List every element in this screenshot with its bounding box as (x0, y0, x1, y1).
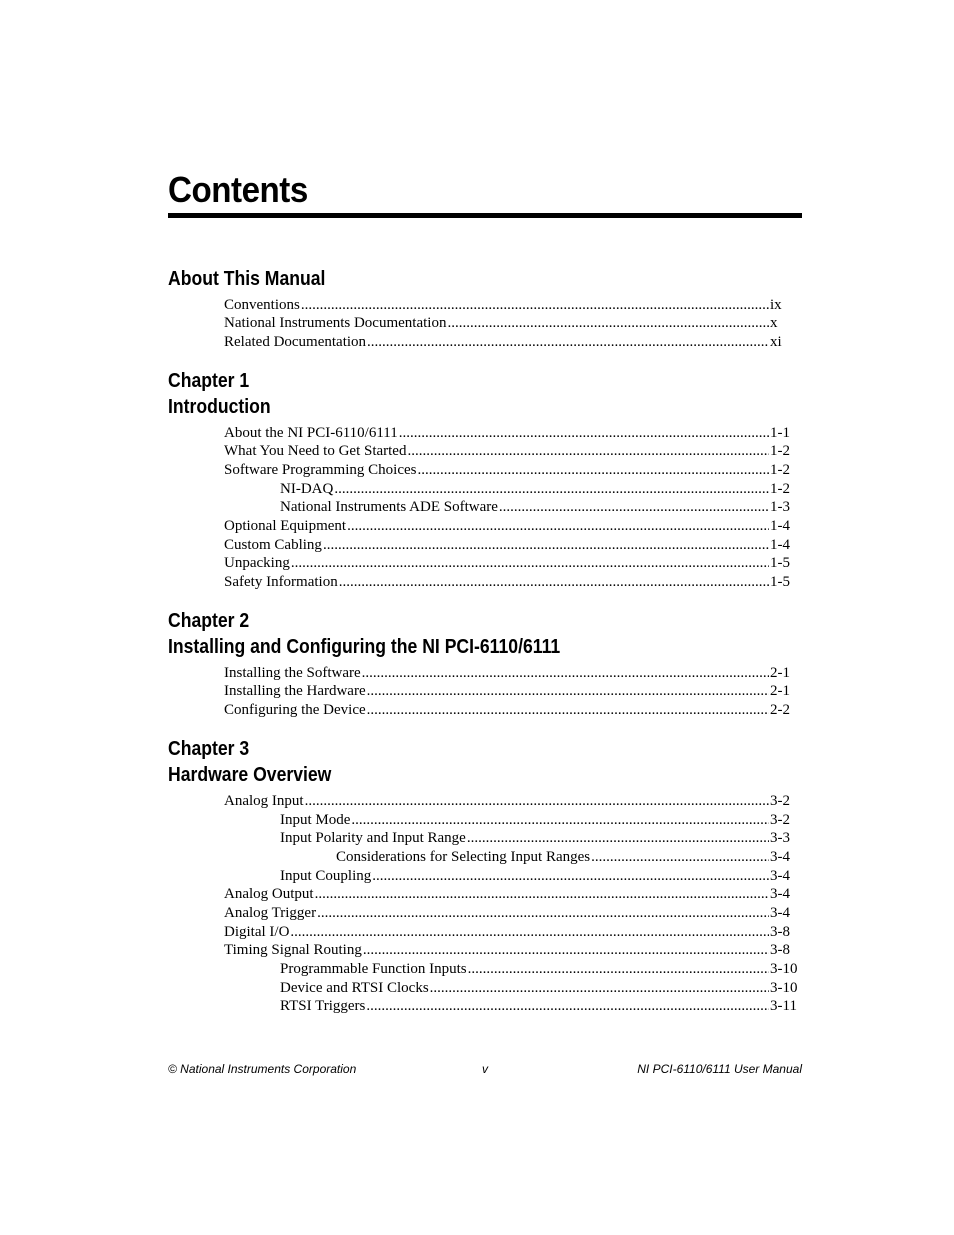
dot-leader (290, 923, 769, 942)
dot-leader (301, 296, 769, 315)
toc-entry[interactable] (168, 867, 798, 886)
section-heading[interactable]: Hardware Overview (168, 764, 332, 787)
toc-entry[interactable] (168, 554, 798, 573)
toc-entry-page: 3-10 (770, 979, 798, 996)
toc-entry-label: National Instruments ADE Software (280, 499, 498, 516)
toc-entry-label: Considerations for Selecting Input Ranges (336, 848, 591, 865)
toc-entry-label: Input Polarity and Input Range (280, 830, 466, 847)
dot-leader (362, 664, 769, 683)
toc-entry[interactable] (168, 498, 798, 517)
toc-entry[interactable] (168, 811, 798, 830)
toc-entry-page: 1-2 (770, 480, 790, 497)
toc-entry[interactable] (168, 461, 798, 480)
toc-entry-label: Device and RTSI Clocks (280, 979, 429, 996)
toc-entry[interactable] (168, 333, 798, 352)
dot-leader (447, 314, 769, 333)
toc-entry-label: Input Coupling (280, 867, 372, 884)
toc-entry[interactable] (168, 848, 798, 867)
toc-entry-page: 1-4 (770, 536, 790, 553)
toc-entry[interactable] (168, 923, 798, 942)
toc-section (168, 736, 802, 1016)
toc-entry-page: xi (770, 333, 782, 350)
toc-entry-label: Custom Cabling (224, 536, 322, 553)
toc-entry-label: National Instruments Documentation (224, 315, 447, 332)
toc-entry[interactable] (168, 664, 798, 683)
toc-entry-label: Analog Trigger (224, 904, 317, 921)
toc-section (168, 368, 802, 592)
toc-entry-label: About the NI PCI-6110/6111 (224, 424, 398, 441)
dot-leader (366, 997, 769, 1016)
dot-leader (339, 573, 769, 592)
toc-entry-page: 3-2 (770, 811, 790, 828)
toc-entry-label: Configuring the Device (224, 702, 366, 719)
toc-entry-label: Programmable Function Inputs (280, 961, 467, 977)
dot-leader (323, 536, 769, 555)
toc-entry[interactable] (168, 829, 798, 848)
toc-entry-page: 3-4 (770, 886, 790, 903)
chapter-number-heading[interactable]: Chapter 1 (168, 369, 250, 392)
dot-leader (317, 904, 769, 923)
toc-entry[interactable] (168, 682, 798, 701)
dot-leader (347, 517, 769, 536)
toc-entry-label: Input Mode (280, 811, 351, 828)
toc-entry-label: What You Need to Get Started (224, 443, 407, 460)
toc-entry-label: Analog Output (224, 886, 314, 903)
toc-entry-label: Optional Equipment (224, 518, 347, 534)
toc-entry[interactable] (168, 885, 798, 904)
toc-entry[interactable] (168, 573, 798, 592)
toc-entry[interactable] (168, 536, 798, 555)
toc-entry-label: Installing the Hardware (224, 683, 366, 700)
toc-entry[interactable] (168, 979, 798, 998)
dot-leader (417, 461, 769, 480)
dot-leader (468, 960, 769, 979)
section-heading[interactable]: Introduction (168, 396, 271, 419)
toc-entry-page: 3-4 (770, 867, 790, 884)
toc-entry-page: 2-1 (770, 664, 790, 681)
toc-entry-list (168, 792, 802, 1016)
dot-leader (363, 941, 769, 960)
toc-entry[interactable] (168, 960, 798, 979)
toc-entry-page: 3-3 (770, 830, 790, 847)
toc-entry-page: 1-5 (770, 555, 790, 572)
toc-entry[interactable] (168, 314, 798, 333)
toc-entry-page: 3-4 (770, 904, 790, 921)
dot-leader (367, 682, 769, 701)
toc-entry-page: 3-8 (770, 942, 790, 959)
toc-entry-list (168, 296, 802, 352)
dot-leader (499, 498, 769, 517)
footer-copyright: © National Instruments Corporation (168, 1062, 357, 1076)
toc-entry-page: 1-2 (770, 461, 790, 478)
toc-entry-page: 3-11 (770, 998, 797, 1015)
toc-entry-page: 3-8 (770, 923, 790, 940)
chapter-number-heading[interactable]: Chapter 3 (168, 737, 250, 760)
footer-page-number: v (482, 1062, 488, 1076)
toc-entry-label: Installing the Software (224, 664, 361, 681)
toc-entry-page: 1-5 (770, 574, 790, 591)
table-of-contents (168, 266, 802, 1032)
dot-leader (315, 885, 769, 904)
toc-entry-label: Digital I/O (224, 923, 290, 940)
title-rule (168, 213, 802, 218)
toc-entry[interactable] (168, 517, 798, 536)
dot-leader (591, 848, 769, 867)
toc-entry[interactable] (168, 997, 798, 1016)
page-title: Contents (168, 169, 308, 210)
toc-section (168, 608, 802, 720)
toc-entry-page: 2-1 (770, 683, 790, 700)
toc-entry-label: Software Programming Choices (224, 461, 417, 478)
dot-leader (367, 701, 769, 720)
toc-entry-page: 1-4 (770, 518, 790, 534)
toc-entry[interactable] (168, 480, 798, 499)
toc-entry-label: NI-DAQ (280, 480, 334, 497)
toc-entry[interactable] (168, 424, 798, 443)
toc-entry-list (168, 664, 802, 720)
section-heading[interactable]: Installing and Configuring the NI PCI-6110/6111 (168, 636, 561, 659)
toc-entry-page: ix (770, 296, 782, 313)
dot-leader (430, 979, 769, 998)
toc-entry-label: Related Documentation (224, 333, 367, 350)
dot-leader (399, 424, 769, 443)
toc-entry-page: 1-2 (770, 443, 790, 460)
toc-entry[interactable] (168, 904, 798, 923)
dot-leader (467, 829, 769, 848)
toc-entry-label: Unpacking (224, 555, 290, 572)
toc-entry-page: 1-3 (770, 499, 790, 516)
footer-manual-title: NI PCI-6110/6111 User Manual (637, 1062, 802, 1076)
toc-entry-list (168, 424, 802, 592)
dot-leader (334, 480, 769, 499)
toc-entry-label: RTSI Triggers (280, 998, 366, 1015)
toc-entry-page: 1-1 (770, 424, 790, 441)
toc-entry-page: x (770, 315, 778, 332)
chapter-number-heading[interactable]: Chapter 2 (168, 609, 250, 632)
section-heading[interactable]: About This Manual (168, 268, 326, 290)
toc-entry-page: 2-2 (770, 702, 790, 719)
dot-leader (305, 792, 769, 811)
dot-leader (367, 333, 769, 352)
toc-entry[interactable] (168, 701, 798, 720)
toc-entry-label: Conventions (224, 296, 300, 313)
toc-entry-page: 3-2 (770, 792, 790, 809)
toc-entry[interactable] (168, 296, 798, 315)
dot-leader (291, 554, 769, 573)
toc-section (168, 266, 802, 352)
toc-entry-label: Safety Information (224, 574, 338, 591)
toc-entry-label: Timing Signal Routing (224, 942, 362, 959)
dot-leader (372, 867, 769, 886)
toc-entry-label: Analog Input (224, 792, 304, 809)
toc-entry[interactable] (168, 442, 798, 461)
toc-entry[interactable] (168, 941, 798, 960)
dot-leader (407, 442, 769, 461)
toc-entry[interactable] (168, 792, 798, 811)
toc-entry-page: 3-4 (770, 848, 790, 865)
dot-leader (351, 811, 769, 830)
toc-entry-page: 3-10 (770, 961, 798, 977)
page-footer (168, 1062, 802, 1078)
